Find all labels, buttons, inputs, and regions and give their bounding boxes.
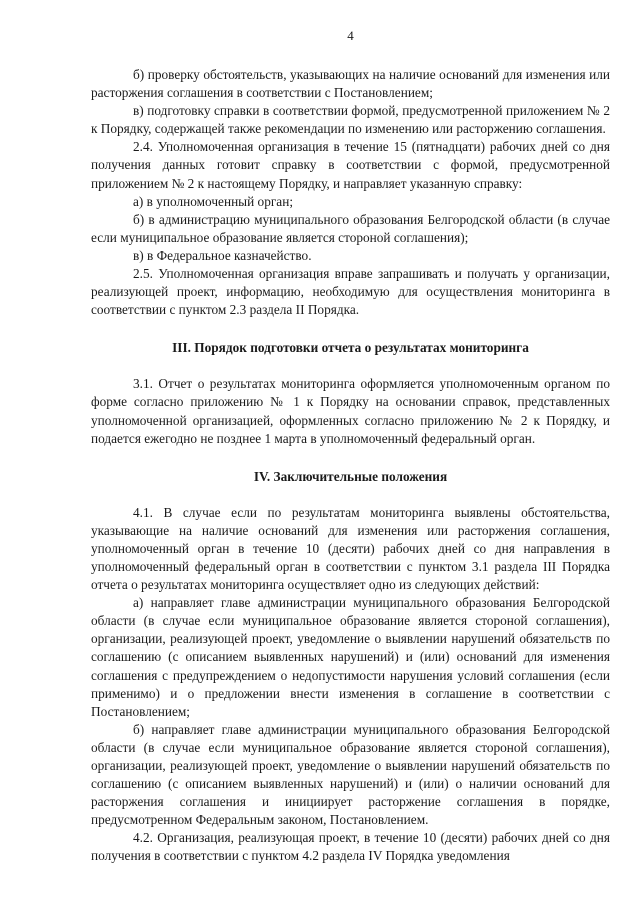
page-number: 4: [347, 28, 354, 43]
paragraph-4-1-b: б) направляет главе администрации муниципального образования Белгородской области (в случае если муниципальное образование является стороной соглашения), организации, реализующей проект, уведомление о выявлении нарушений обязательств по соглашению (с описанием выявленных нарушений) и (или) о наличии оснований для расторжения соглашения и инициирует расторжение соглашения в порядке, предусмотренном Федеральным законом, Постановлением.: [91, 721, 610, 828]
paragraph-4-1-a: а) направляет главе администрации муниципального образования Белгородской области (в случае если муниципальное образование является стороной соглашения), организации, реализующей проект, уведомление о выявлении нарушений обязательств по соглашению (с описанием выявленных нарушений) и (или) оснований для изменения соглашения с предупреждением о недопустимости нарушения условий соглашения (если применимо) и о предложении внести изменения в соглашение в соответствии с Постановлением;: [91, 595, 610, 719]
paragraph-4-1: 4.1. В случае если по результатам мониторинга выявлены обстоятельства, указывающие на наличие оснований для изменения или расторжения соглашения, уполномоченный орган в течение 10 (десяти) рабочих дней со дня направления в уполномоченный федеральный орган в соответствии с пунктом 3.1 раздела III Порядка отчета о результатах мониторинга осуществляет одно из следующих действий:: [91, 504, 610, 593]
paragraph-2-5: 2.5. Уполномоченная организация вправе запрашивать и получать у организации, реализующей проект, информацию, необходимую для осуществления мониторинга в соответствии с пунктом 2.3 раздела II Порядка.: [91, 266, 610, 318]
paragraph-2-4: 2.4. Уполномоченная организация в течение 15 (пятнадцати) рабочих дней со дня получения данных готовит справку в соответствии с формой, предусмотренной приложением № 2 к настоящему Порядку, и направляет указанную справку:: [91, 139, 610, 191]
paragraph-2-3-b: б) проверку обстоятельств, указывающих на наличие оснований для изменения или расторжения соглашения в соответствии с Постановлением;: [91, 67, 610, 101]
paragraph-2-4-b: б) в администрацию муниципального образования Белгородской области (в случае если муниципальное образование является стороной соглашения);: [91, 211, 610, 245]
paragraph-3-1: 3.1. Отчет о результатах мониторинга оформляется уполномоченным органом по форме согласно приложению № 1 к Порядку на основании справок, представленных уполномоченной организацией, оформленных согласно приложению № 2 к Порядку, и подается ежегодно не позднее 1 марта в уполномоченный федеральный орган.: [91, 376, 610, 446]
paragraph-2-3-v: в) подготовку справки в соответствии формой, предусмотренной приложением № 2 к Порядку, содержащей также рекомендации по изменению или расторжению соглашения.: [91, 103, 610, 137]
paragraph-2-4-a: а) в уполномоченный орган;: [133, 193, 294, 209]
paragraph-4-2: 4.2. Организация, реализующая проект, в течение 10 (десяти) рабочих дней со дня получения в соответствии с пунктом 4.2 раздела IV Порядка уведомления: [91, 830, 610, 864]
paragraph-2-4-v: в) в Федеральное казначейство.: [133, 247, 312, 263]
section-3-heading: III. Порядок подготовки отчета о результатах мониторинга: [172, 340, 529, 356]
section-4-heading: IV. Заключительные положения: [253, 468, 448, 484]
